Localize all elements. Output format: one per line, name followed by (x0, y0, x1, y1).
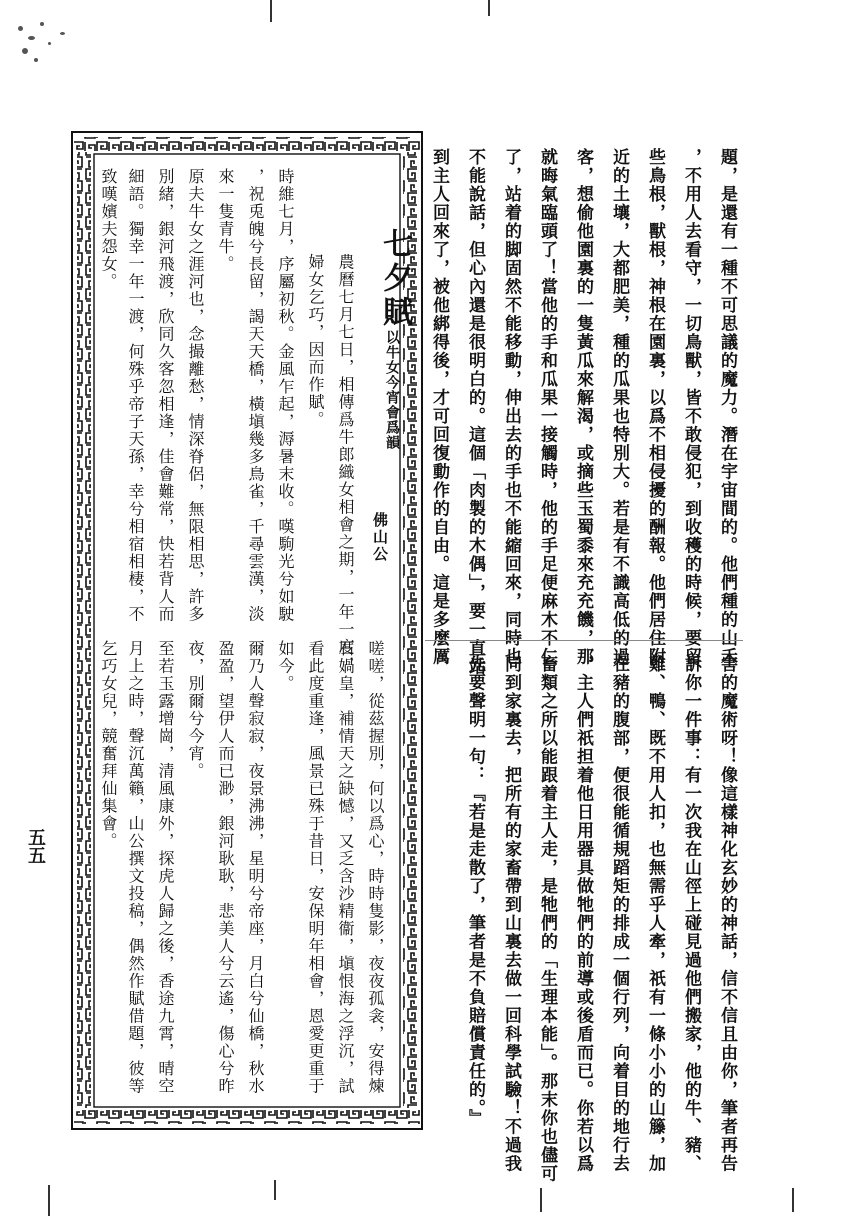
text-column: ，主人們祇担着他日用器具做牠們的前導或後盾而已。你若以爲 (573, 655, 593, 1173)
poem-column: 看此度重逢，風景已殊于昔日，安保明年相會，恩愛更重于 (306, 640, 325, 1095)
text-column: ，不用人去看守，一切鳥獸，皆不敢侵犯，到收穫的時候，要留 (681, 148, 701, 666)
text-column: 不能說話，但心內還是很明白的。這個「肉製的木偶」，要一直站 (465, 148, 485, 676)
poem-title: 七夕賦 (377, 228, 412, 330)
poem-column: 婦女乞巧，因而作賦。 (306, 236, 325, 429)
poem-column: 別緒，銀河飛渡，欣同久客忽相逢，佳會難常，快若背人而 (156, 168, 175, 623)
text-column: 些鳥根，獸根，神根在園裏，以爲不相侵擾的酬報。他們居住附 (645, 148, 665, 666)
poem-column: 夜，別爾兮今宵。 (186, 640, 205, 780)
text-column: 訴你一件事：有一次我在山徑上碰見過他們搬家，他的牛、豬、 (681, 655, 701, 1173)
text-column: 害的魔術呀！像這樣神化玄妙的神話，信不信且由你，筆者再告 (717, 655, 737, 1173)
text-column: 了，站着的脚固然不能移動，伸出去的手也不能縮回來，同時也 (501, 148, 521, 666)
text-column: 在豬的腹部，便很能循規蹈矩的排成一個行列，向着目的地行去 (609, 655, 629, 1173)
text-column: 就晦氣臨頭了！當他的手和瓜果一接觸時，他的手足便麻木不仁 (537, 148, 557, 666)
poem-column: 嗟嗟，從茲握別，何以爲心，時時隻影，夜夜孤衾，安得煉 (366, 640, 385, 1095)
poem-column: 如今。 (276, 640, 295, 693)
text-column: 同到家裏去，把所有的家畜帶到山裏去做一回科學試驗！不過我 (501, 655, 521, 1173)
poem-subtitle: 以牛女今宵會爲韻 (384, 330, 400, 450)
poem-column: 時維七月，序屬初秋。金風乍起，溽暑末收。嘆駒光兮如駛 (276, 168, 295, 623)
poem-column: 農曆七月七日，相傳爲牛郎織女相會之期，一年一度， (336, 236, 355, 674)
poem-author: 佛山公 (371, 512, 389, 563)
poem-column: 至若玉露增崗，清風康外，探虎人歸之後，香途九霄，晴空 (156, 640, 175, 1095)
poem-column: 盈盈，望伊人而已渺，銀河耿耿，悲美人兮云遙，傷心兮昨 (216, 640, 235, 1095)
poem-column: 來一隻青牛。 (216, 168, 235, 273)
poem-column: 爾乃人聲寂寂，夜景沸沸，星明兮帝座，月白兮仙橋，秋水 (246, 640, 265, 1095)
text-column: 雞、鴨、既不用人扣，也無需乎人牽，祇有一條小小的山籐，加 (645, 655, 665, 1173)
text-column: 畜類之所以能跟着主人走，是牠們的「生理本能」。那末你也儘可 (537, 655, 557, 1183)
poem-column: 乞巧女兒，競奮拜仙集會。 (99, 640, 118, 850)
poem-column: 石媧皇，補情天之缺憾，又乏含沙精衞，塡恨海之浮沉，試 (336, 640, 355, 1095)
text-column: 近的土壤，大都肥美，種的瓜果也特別大。若是有不識高低的過 (609, 148, 629, 666)
text-column: 到主人回來了，被他綁得後，才可回復動作的自由。這是多麼厲 (429, 148, 449, 666)
poem-column: ，祝兎魄兮長留，謁天天橋，橫塡幾多鳥雀，千尋雲漢，淡 (246, 168, 265, 623)
text-column: 先要聲明一句：『若是走散了，筆者是不負賠償責任的。』 (465, 655, 485, 1128)
text-column: 題，是還有一種不可思議的魔力。潛在宇宙間的。他們種的山禾 (717, 148, 737, 666)
poem-column: 致嘆嬪夫怨女。 (99, 168, 118, 291)
poem-column: 月上之時，聲沉萬籟，山公撰文投稿，偶然作賦借題，彼等 (126, 640, 145, 1095)
poem-column: 原夫牛女之涯河也，念撮離愁，情深脊侶，無限相思，許多 (186, 168, 205, 623)
poem-column: 細語。獨幸一年一渡，何殊乎帝子天孫，幸兮相宿相棲，不 (126, 168, 145, 623)
page-number: 五五 (25, 828, 46, 864)
text-column: 客，想偷他園裏的一隻黃瓜來解渴，或摘些玉蜀黍來充充饑，那 (573, 148, 593, 666)
